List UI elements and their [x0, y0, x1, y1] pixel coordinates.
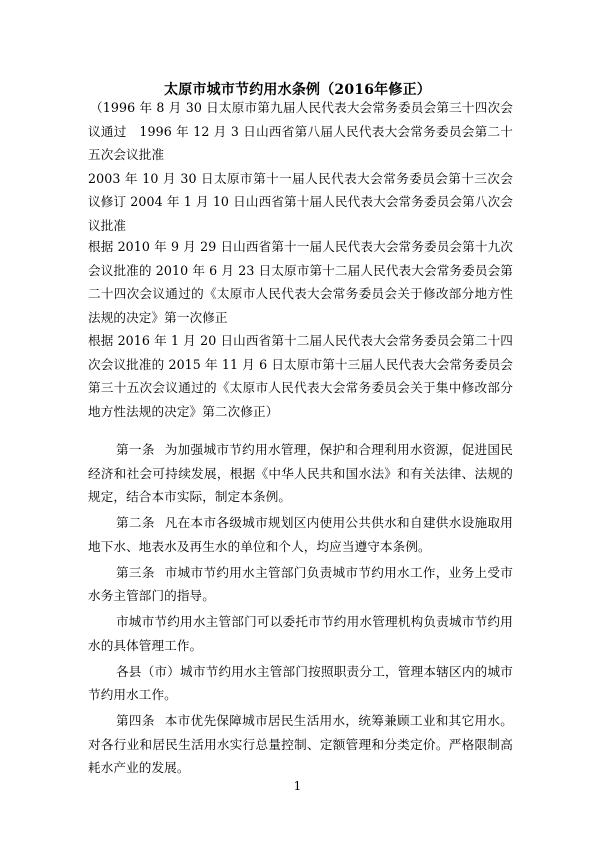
article-4 — [88, 709, 513, 780]
article-label: 第二条 — [116, 515, 155, 530]
history-paragraph: 2003 年 10 月 30 日太原市第十一届人民代表大会常务委员会第十三次会议修订 2004 年 1 月 10 日山西省第十届人民代表大会常务委员会第八次会议批准 — [88, 170, 513, 233]
document-title: 太原市城市节约用水条例（2016年修正） — [164, 82, 431, 98]
article-text: 凡在本市各级城市规划区内使用公共供水和自建供水设施取用地下水、地表水及再生水的单位和个人，均应当遵守本条例。 — [88, 515, 513, 554]
article-label: 第三条 — [116, 564, 155, 580]
article-2 — [88, 511, 513, 558]
article-label: 第一条 — [116, 442, 155, 457]
page-number: 1 — [293, 779, 302, 793]
article-3 — [88, 561, 513, 608]
history-paragraph: （1996 年 8 月 30 日太原市第九届人民代表大会常务委员会第三十四次会议通过 1996 年 12 月 3 日山西省第八届人民代表大会常务委员会第二十五次会议批准 — [88, 100, 513, 162]
amendment-notes — [88, 235, 513, 423]
article-1 — [88, 438, 513, 509]
article-label: 第四条 — [116, 713, 155, 728]
article-text: 各县（市）城市节约用水主管部门按照职责分工，管理本辖区内的城市节约用水工作。 — [88, 663, 513, 702]
article-text: 本市优先保障城市居民生活用水，统筹兼顾工业和其它用水。对各行业和居民生活用水实行总量控制、定额管理和分类定价。严格限制高耗水产业的发展。 — [88, 713, 513, 775]
amendment-paragraph: 根据 2016 年 1 月 20 日山西省第十二届人民代表大会常务委员会第二十四次会议批准的 2015 年 11 月 6 日太原市第十三届人民代表大会常务委员会第三十五次会议通过的《太原市人民代表大会常务委员会关于集中修改部分地方性法规的决定》第二次修正） — [88, 333, 513, 419]
article-3-clause-2 — [88, 610, 513, 657]
article-text: 为加强城市节约用水管理，保护和合理利用水资源，促进国民经济和社会可持续发展，根据《中华人民共和国水法》和有关法律、法规的规定，结合本市实际，制定本条例。 — [88, 442, 513, 504]
legislative-history — [88, 96, 513, 237]
amendment-paragraph: 根据 2010 年 9 月 29 日山西省第十一届人民代表大会常务委员会第十九次会议批准的 2010 年 6 月 23 日太原市第十二届人民代表大会常务委员会第二十四次会议通过的《太原市人民代表大会常务委员会关于修改部分地方性法规的决定》第一次修正 — [88, 239, 513, 325]
article-text: 市城市节约用水主管部门负责城市节约用水工作，业务上受市水务主管部门的指导。 — [88, 564, 513, 603]
articles-section — [88, 438, 513, 782]
article-3-clause-3 — [88, 660, 513, 707]
article-text: 市城市节约用水主管部门可以委托市节约用水管理机构负责城市节约用水的具体管理工作。 — [88, 614, 513, 653]
